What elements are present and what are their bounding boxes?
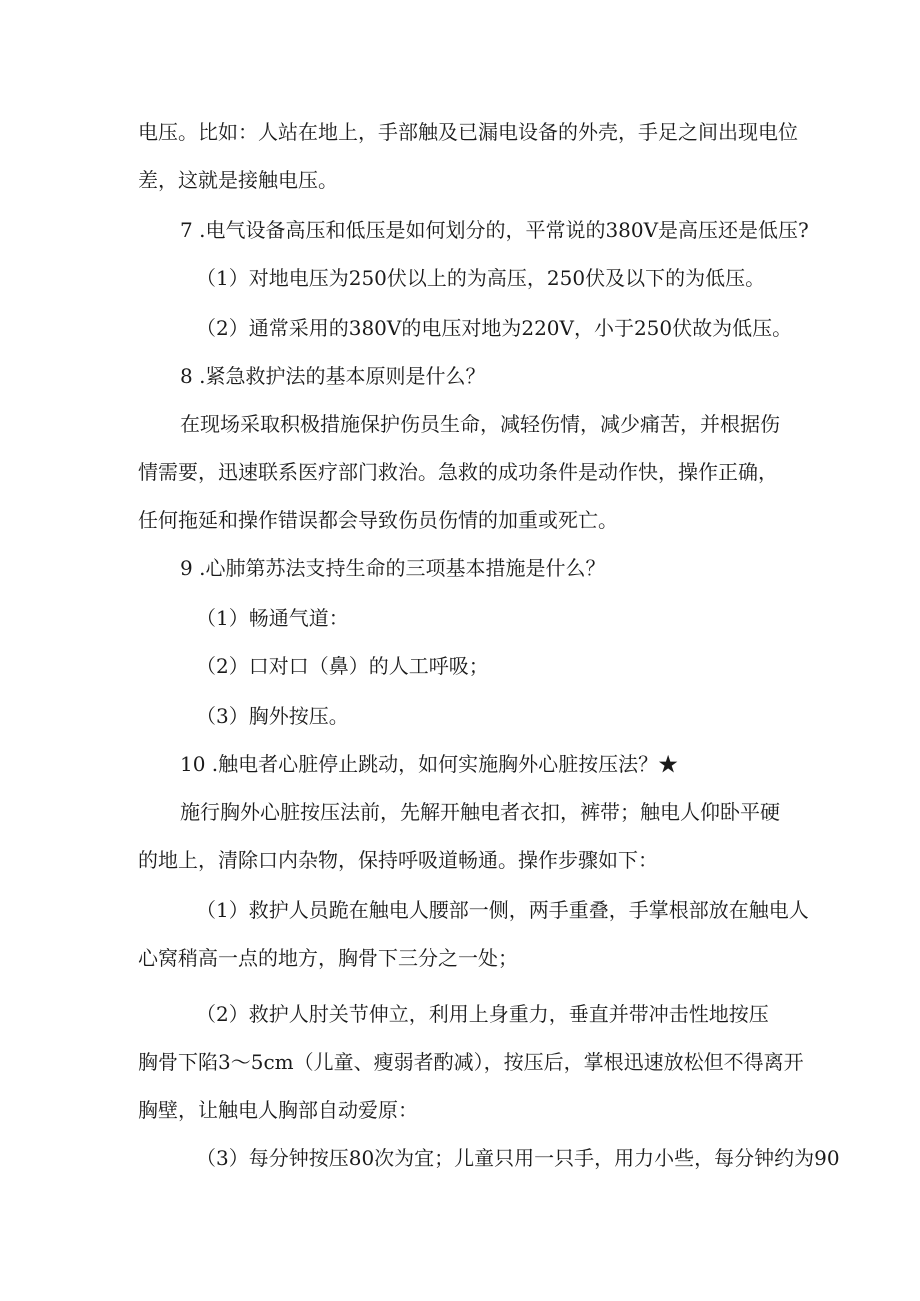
list-item: （2）救护人肘关节伸立，利用上身重力，垂直并带冲击性地按压 [196,1002,769,1026]
list-item: （1）对地电压为250伏以上的为高压，250伏及以下的为低压。 [196,266,766,290]
text-line: 在现场采取积极措施保护伤员生命，减轻伤情，减少痛苦，并根据伤 [180,412,780,436]
text-line: 胸骨下陷3〜5cm（儿童、瘦弱者酌减），按压后，掌根迅速放松但不得离开 [138,1050,804,1074]
list-item: （2）口对口（鼻）的人工呼吸； [196,654,489,678]
question-heading-8: 8 .紧急救护法的基本原则是什么？ [180,364,486,388]
text-line: 施行胸外心脏按压法前，先解开触电者衣扣，裤带；触电人仰卧平硬 [180,800,780,824]
list-item: （3）每分钟按压80次为宜；儿童只用一只手，用力小些，每分钟约为90 [196,1146,840,1170]
list-item: （1）畅通气道： [196,606,349,630]
question-heading-7: 7 .电气设备高压和低压是如何划分的，平常说的380V是高压还是低压? [180,218,809,242]
list-item: （2）通常采用的380V的电压对地为220V，小于250伏故为低压。 [196,316,793,340]
list-item: （3）胸外按压。 [196,704,349,728]
text-line: 差，这就是接触电压。 [138,168,338,192]
text-line: 电压。比如：人站在地上，手部触及已漏电设备的外壳，手足之间出现电位 [138,120,798,144]
question-heading-9: 9 .心肺第苏法支持生命的三项基本措施是什么？ [180,556,606,580]
text-line: 心窝稍高一点的地方，胸骨下三分之一处； [138,946,518,970]
text-line: 情需要，迅速联系医疗部门救治。急救的成功条件是动作快，操作正确， [138,460,778,484]
question-heading-10: 10 .触电者心脏停止跳动，如何实施胸外心脏按压法？★ [180,752,679,776]
text-line: 的地上，清除口内杂物，保持呼吸道畅通。操作步骤如下： [138,848,658,872]
text-line: 胸壁，让触电人胸部自动爱原： [138,1098,418,1122]
text-line: 任何拖延和操作错误都会导致伤员伤情的加重或死亡。 [138,508,618,532]
list-item: （1）救护人员跪在触电人腰部一侧，两手重叠，手掌根部放在触电人 [196,898,809,922]
